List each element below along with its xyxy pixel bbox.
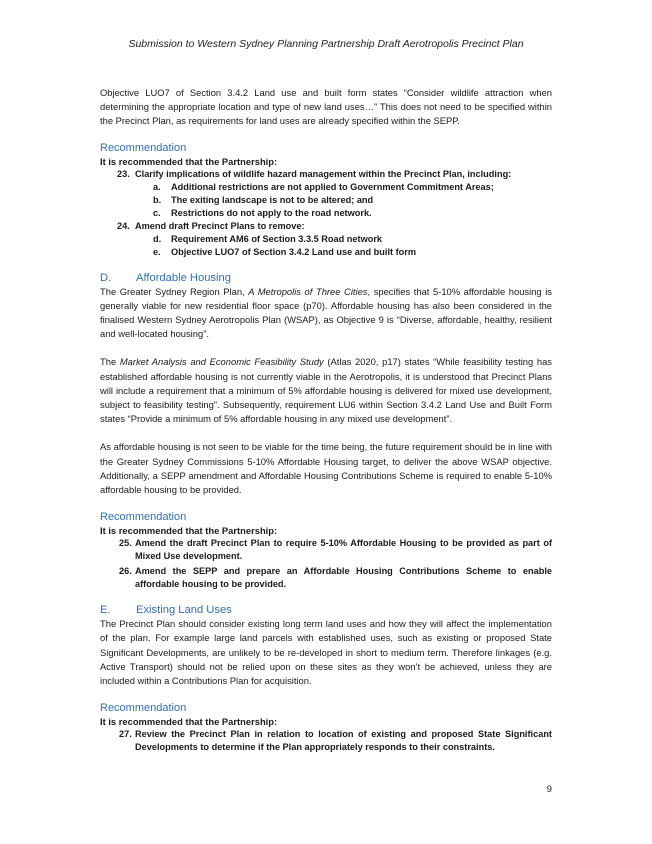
sub-item-b	[100, 194, 552, 207]
item-number: 27.	[119, 729, 132, 740]
text-run: The Greater Sydney Region Plan,	[100, 285, 249, 297]
recommendation-item-23	[100, 168, 552, 181]
recommendation-list	[100, 728, 552, 754]
sub-item-text: Restrictions do not apply to the road network.	[171, 207, 372, 218]
document-title: Market Analysis and Economic Feasibility Study	[119, 356, 324, 368]
affordable-housing-paragraph-1	[100, 285, 552, 342]
sub-item-d	[100, 233, 552, 246]
existing-land-uses-paragraph: The Precinct Plan should consider existing long term land uses and how they will affect the implementation of the plan. For example large land parcels with established uses, such as existing or proposed State Significant Developments, are unlikely to be re-developed in short to medium term. Therefore linkages (e.g. Active Transport) should not be relied upon on these sites as they won’t be achieved, unless they are included within a Contributions Plan for acquisition.	[100, 618, 552, 687]
sub-item-e	[100, 246, 552, 259]
intro-paragraph: Objective LUO7 of Section 3.4.2 Land use and built form states “Consider wildlife attraction when determining the appropriate location and type of new land uses…” This does not need to be specified within the Precinct Plan, as requirements for land uses are already specified within the SEPP.	[100, 87, 552, 127]
item-text: Review the Precinct Plan in relation to location of existing and proposed State Significant Developments to determine if the Plan appropriately responds to their constraints.	[135, 729, 552, 753]
page-number: 9	[546, 783, 552, 794]
recommendation-heading: Recommendation	[100, 511, 187, 524]
text-run: (Atlas 2020, p17) states “While feasibility testing has established affordable housing is not currently viable in the Aerotropolis, it is understood that Precinct Plans will include a requirement that a minimum of 5% affordable housing is delivered for mixed use development, subject to feasibility testing”. Subsequently, requirement LU6 within Section 3.4.2 Land Use and Built Form states “Provide a minimum of 5% affordable housing in any mixed use development”.	[100, 356, 552, 425]
item-text: Amend the draft Precinct Plan to require 5-10% Affordable Housing to be provided as part of Mixed Use development.	[135, 538, 552, 562]
page-header: Submission to Western Sydney Planning Partnership Draft Aerotropolis Precinct Plan	[128, 38, 524, 50]
sub-item-letter: e.	[153, 246, 161, 257]
sub-item-letter: c.	[153, 207, 161, 218]
sub-item-text: The exiting landscape is not to be altered; and	[171, 194, 374, 205]
section-letter: E.	[100, 604, 111, 617]
affordable-housing-paragraph-3: As affordable housing is not seen to be viable for the time being, the future requirement should be in line with the Greater Sydney Commissions 5-10% Affordable Housing target, to deliver the above WSAP objective. Additionally, a SEPP amendment and Affordable Housing Contributions Scheme is required to enable 5-10% affordable housing to be provided.	[100, 441, 552, 496]
item-number: 26.	[119, 566, 132, 577]
recommendation-item-25	[100, 537, 552, 563]
section-letter: D.	[100, 271, 112, 284]
sub-item-a	[100, 181, 552, 194]
sub-item-letter: b.	[153, 194, 162, 205]
section-title: Affordable Housing	[136, 271, 231, 284]
page-content	[100, 86, 552, 754]
sub-item-text: Requirement AM6 of Section 3.3.5 Road network	[171, 233, 383, 244]
sub-item-letter: a.	[153, 181, 161, 192]
recommendation-list	[100, 537, 552, 591]
sub-item-text: Additional restrictions are not applied to Government Commitment Areas;	[171, 181, 494, 192]
text-run: The	[100, 356, 120, 368]
document-title: A Metropolis of Three Cities	[248, 285, 368, 297]
recommendation-item-24	[100, 220, 552, 233]
recommendation-item-26	[100, 565, 552, 591]
recommendation-item-27	[100, 728, 552, 754]
recommendation-heading: Recommendation	[100, 702, 187, 715]
section-heading-existing-land-uses	[100, 603, 552, 617]
sub-item-c	[100, 207, 552, 220]
item-number: 24.	[117, 220, 130, 231]
item-text: Clarify implications of wildlife hazard management within the Precinct Plan, including:	[135, 168, 512, 179]
recommendation-intro: It is recommended that the Partnership:	[100, 155, 278, 167]
item-text: Amend the SEPP and prepare an Affordable Housing Contributions Scheme to enable affordable housing to be provided.	[135, 566, 552, 590]
recommendation-intro: It is recommended that the Partnership:	[100, 716, 278, 728]
item-text: Amend draft Precinct Plans to remove:	[135, 220, 305, 231]
affordable-housing-paragraph-2	[100, 355, 552, 426]
item-number: 23.	[117, 168, 130, 179]
recommendation-heading: Recommendation	[100, 141, 187, 154]
item-number: 25.	[119, 538, 132, 549]
section-heading-affordable-housing	[100, 271, 552, 285]
recommendation-intro: It is recommended that the Partnership:	[100, 525, 278, 537]
sub-item-letter: d.	[153, 233, 162, 244]
sub-item-text: Objective LUO7 of Section 3.4.2 Land use and built form	[171, 246, 417, 257]
section-title: Existing Land Uses	[136, 604, 232, 617]
recommendation-list	[100, 168, 552, 259]
text-run: , specifies that 5-10% affordable housing is generally viable for new residential floor space (p70). Affordable housing has also been considered in the finalised Western Sydney Aerotropolis Plan (WSAP), as Objective 9 is “Diverse, affordable, healthy, resilient and well-located housing”.	[100, 285, 552, 340]
